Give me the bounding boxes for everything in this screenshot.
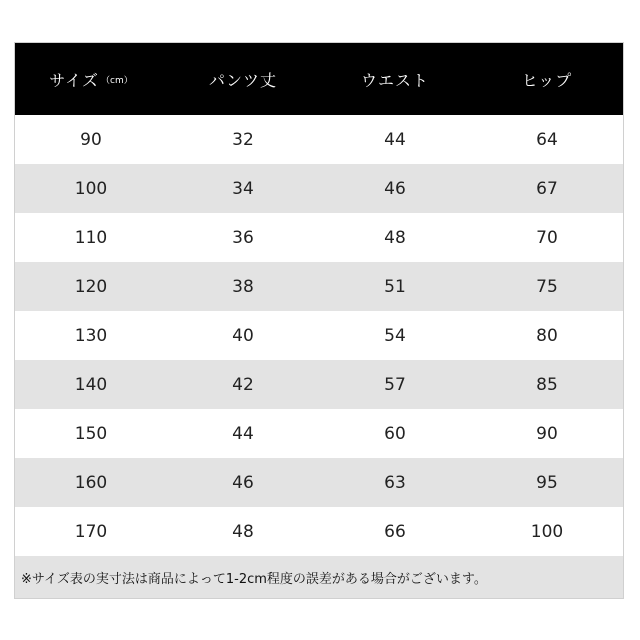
cell-hip: 100 xyxy=(530,521,564,542)
table-row xyxy=(15,507,623,556)
cell-hip: 75 xyxy=(536,276,558,297)
table-row xyxy=(15,115,623,164)
cell-pants-length: 42 xyxy=(232,374,254,395)
cell-pants-length: 32 xyxy=(232,129,254,150)
table-row xyxy=(15,164,623,213)
cell-size: 140 xyxy=(74,374,108,395)
table-row xyxy=(15,360,623,409)
cell-waist: 63 xyxy=(384,472,406,493)
cell-size: 100 xyxy=(74,178,108,199)
cell-waist: 46 xyxy=(384,178,406,199)
cell-waist: 44 xyxy=(384,129,406,150)
cell-waist: 66 xyxy=(384,521,406,542)
cell-size: 130 xyxy=(74,325,108,346)
cell-pants-length: 40 xyxy=(232,325,254,346)
table-row xyxy=(15,311,623,360)
cell-waist: 51 xyxy=(384,276,406,297)
table-row xyxy=(15,213,623,262)
cell-pants-length: 34 xyxy=(232,178,254,199)
cell-pants-length: 46 xyxy=(232,472,254,493)
table-header-row xyxy=(15,43,623,115)
cell-size: 110 xyxy=(74,227,108,248)
header-size-label: サイズ xyxy=(49,70,99,90)
cell-hip: 80 xyxy=(536,325,558,346)
header-waist: ウエスト xyxy=(360,70,429,90)
cell-hip: 70 xyxy=(536,227,558,248)
cell-pants-length: 36 xyxy=(232,227,254,248)
cell-size: 90 xyxy=(80,129,102,150)
table-row xyxy=(15,458,623,507)
header-size xyxy=(15,43,167,115)
cell-pants-length: 48 xyxy=(232,521,254,542)
cell-size: 120 xyxy=(74,276,108,297)
header-size-unit: （cm） xyxy=(101,75,133,86)
cell-hip: 64 xyxy=(536,129,558,150)
cell-waist: 57 xyxy=(384,374,406,395)
size-chart-table xyxy=(14,42,624,599)
cell-hip: 85 xyxy=(536,374,558,395)
cell-hip: 67 xyxy=(536,178,558,199)
cell-waist: 48 xyxy=(384,227,406,248)
measurement-note: ※サイズ表の実寸法は商品によって1-2cm程度の誤差がある場合がございます。 xyxy=(15,556,623,598)
cell-pants-length: 44 xyxy=(232,423,254,444)
table-row xyxy=(15,409,623,458)
cell-size: 160 xyxy=(74,472,108,493)
cell-hip: 90 xyxy=(536,423,558,444)
cell-size: 170 xyxy=(74,521,108,542)
table-row xyxy=(15,262,623,311)
header-pants-length: パンツ丈 xyxy=(208,70,277,90)
cell-pants-length: 38 xyxy=(232,276,254,297)
table-body xyxy=(15,115,623,556)
cell-size: 150 xyxy=(74,423,108,444)
cell-hip: 95 xyxy=(536,472,558,493)
header-hip: ヒップ xyxy=(521,70,573,90)
cell-waist: 60 xyxy=(384,423,406,444)
cell-waist: 54 xyxy=(384,325,406,346)
